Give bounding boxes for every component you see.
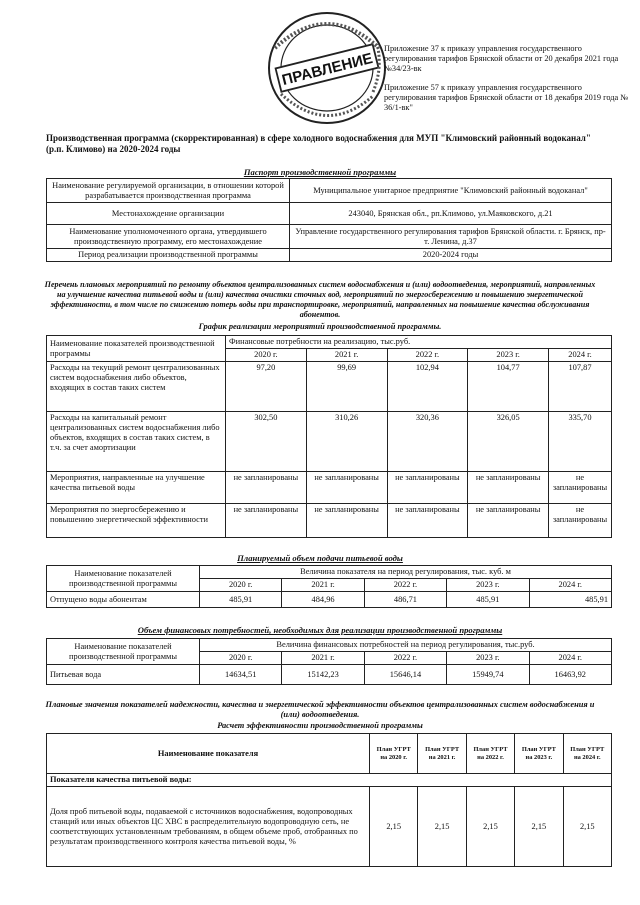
passport-value: Муниципальное унитарное предприятие "Климовский районный водоканал" bbox=[290, 179, 612, 203]
value-cell: не запланированы bbox=[387, 472, 468, 504]
year-header: 2023 г. bbox=[468, 349, 549, 362]
table-row bbox=[47, 472, 612, 504]
row-label: Питьевая вода bbox=[47, 665, 200, 685]
value-cell: 320,36 bbox=[387, 412, 468, 472]
value-cell: 485,91 bbox=[200, 592, 282, 608]
year-header: 2021 г. bbox=[282, 652, 364, 665]
table-row bbox=[47, 665, 612, 685]
group-header: Финансовые потребности на реализацию, тыс.руб. bbox=[226, 336, 612, 349]
official-stamp bbox=[255, 8, 395, 128]
year-header: План УГРТ на 2024 г. bbox=[563, 734, 611, 774]
value-cell: 302,50 bbox=[226, 412, 307, 472]
table-row bbox=[47, 774, 612, 787]
efficiency-table bbox=[46, 733, 612, 867]
passport-value: 2020-2024 годы bbox=[290, 249, 612, 262]
value-cell: 15646,14 bbox=[364, 665, 446, 685]
value-cell: 485,91 bbox=[529, 592, 612, 608]
value-cell: не запланированы bbox=[226, 504, 307, 538]
finance-heading: Объем финансовых потребностей, необходимых для реализации производственной программы bbox=[137, 625, 503, 635]
year-header: 2020 г. bbox=[200, 579, 282, 592]
value-cell: 484,96 bbox=[282, 592, 364, 608]
table-row bbox=[47, 249, 612, 262]
value-cell: не запланированы bbox=[226, 472, 307, 504]
value-cell: 102,94 bbox=[387, 362, 468, 412]
year-header: 2020 г. bbox=[226, 349, 307, 362]
column-header: Наименование показателя bbox=[47, 734, 370, 774]
table-row bbox=[47, 566, 612, 579]
year-header: 2024 г. bbox=[529, 579, 612, 592]
year-header: 2022 г. bbox=[387, 349, 468, 362]
passport-value: 243040, Брянская обл., рп.Климово, ул.Маяковского, д.21 bbox=[290, 203, 612, 225]
year-header: План УГРТ на 2022 г. bbox=[466, 734, 514, 774]
efficiency-heading: Плановые значения показателей надежности, качества и энергетической эффективности объектов централизованных систем водоснабжения и (или) водоотведения. bbox=[45, 700, 595, 719]
value-cell: 2,15 bbox=[515, 787, 563, 867]
value-cell: 15142,23 bbox=[282, 665, 364, 685]
year-header: 2021 г. bbox=[306, 349, 387, 362]
passport-label: Наименование уполномоченного органа, утвердившего производственную программу, его местонахождение bbox=[47, 225, 290, 249]
header-notes bbox=[384, 44, 629, 122]
header-note-1: Приложение 37 к приказу управления государственного регулирования тарифов Брянской области от 20 декабря 2021 года №34/23-вк bbox=[384, 44, 619, 73]
value-cell: 485,91 bbox=[447, 592, 529, 608]
table-row bbox=[47, 592, 612, 608]
value-cell: 107,87 bbox=[549, 362, 612, 412]
value-cell: 2,15 bbox=[370, 787, 418, 867]
year-header: 2022 г. bbox=[364, 652, 446, 665]
row-label: Мероприятия, направленные на улучшение качества питьевой воды bbox=[47, 472, 226, 504]
row-label: Отпущено воды абонентам bbox=[47, 592, 200, 608]
table-row bbox=[47, 734, 612, 774]
value-cell: не запланированы bbox=[306, 472, 387, 504]
year-header: 2021 г. bbox=[282, 579, 364, 592]
value-cell: 2,15 bbox=[563, 787, 611, 867]
table-row bbox=[47, 362, 612, 412]
table-row bbox=[47, 639, 612, 652]
year-header: План УГРТ на 2020 г. bbox=[370, 734, 418, 774]
measures-table bbox=[46, 335, 612, 538]
row-label: Доля проб питьевой воды, подаваемой с источников водоснабжения, водопроводных станций или иных объектов ЦС ХВС в распределительную водопроводную сеть, не соответствующих установленным требованиям, в общем объеме проб, отобранных по результатам производственного контроля качества питьевой воды, % bbox=[47, 787, 370, 867]
table-row bbox=[47, 225, 612, 249]
value-cell: не запланированы bbox=[387, 504, 468, 538]
table-row bbox=[47, 504, 612, 538]
passport-heading: Паспорт производственной программы bbox=[243, 167, 397, 177]
value-cell: 104,77 bbox=[468, 362, 549, 412]
year-header: 2023 г. bbox=[447, 579, 529, 592]
column-header: Наименование показателей производственной программы bbox=[47, 566, 200, 592]
year-header: План УГРТ на 2021 г. bbox=[418, 734, 466, 774]
value-cell: не запланированы bbox=[306, 504, 387, 538]
finance-table bbox=[46, 638, 612, 685]
value-cell: не запланированы bbox=[549, 504, 612, 538]
year-header: 2024 г. bbox=[549, 349, 612, 362]
efficiency-subheading: Расчет эффективности производственной программы bbox=[217, 721, 423, 730]
supply-table bbox=[46, 565, 612, 608]
table-row bbox=[47, 336, 612, 349]
value-cell: 2,15 bbox=[418, 787, 466, 867]
passport-label: Местонахождение организации bbox=[47, 203, 290, 225]
row-label: Расходы на капитальный ремонт централизованных систем водоснабжения либо объектов, входящих в состав таких систем, в т.ч. за счет амортизации bbox=[47, 412, 226, 472]
value-cell: не запланированы bbox=[549, 472, 612, 504]
value-cell: 15949,74 bbox=[447, 665, 529, 685]
year-header: 2024 г. bbox=[529, 652, 612, 665]
passport-value: Управление государственного регулирования тарифов Брянской области. г. Брянск, пр-т. Ленина, д.37 bbox=[290, 225, 612, 249]
year-header: 2023 г. bbox=[447, 652, 529, 665]
group-header: Величина показателя на период регулирования, тыс. куб. м bbox=[200, 566, 612, 579]
header-note-2: Приложение 57 к приказу управления государственного регулирования тарифов Брянской области от 18 декабря 2019 года № 36/1-вк" bbox=[384, 83, 629, 112]
column-header: Наименование показателей производственной программы bbox=[47, 336, 226, 362]
value-cell: не запланированы bbox=[468, 504, 549, 538]
value-cell: 2,15 bbox=[466, 787, 514, 867]
passport-label: Наименование регулируемой организации, в отношении которой разрабатывается производственная программа bbox=[47, 179, 290, 203]
column-header: Наименование показателей производственной программы bbox=[47, 639, 200, 665]
measures-subheading: График реализации мероприятий производственной программы. bbox=[198, 322, 442, 331]
passport-label: Период реализации производственной программы bbox=[47, 249, 290, 262]
section-label: Показатели качества питьевой воды: bbox=[47, 774, 612, 787]
year-header: План УГРТ на 2023 г. bbox=[515, 734, 563, 774]
measures-heading: Перечень плановых мероприятий по ремонту объектов централизованных систем водоснабжения и (или) водоотведения, мероприятий, направленных на улучшение качества питьевой воды и (или) качества очистки сточных вод, мероприятий по энергосбережению и повышению энергетической эффективности, в том числе по снижению потерь воды при транспортировке, мероприятий, направленных на повышение качества обслуживания абонентов. bbox=[44, 280, 596, 319]
value-cell: 486,71 bbox=[364, 592, 446, 608]
table-row bbox=[47, 179, 612, 203]
table-row bbox=[47, 412, 612, 472]
row-label: Расходы на текущий ремонт централизованных систем водоснабжения либо объектов, входящих в состав таких систем bbox=[47, 362, 226, 412]
passport-table bbox=[46, 178, 612, 262]
year-header: 2020 г. bbox=[200, 652, 282, 665]
document-title: Производственная программа (скорректированная) в сфере холодного водоснабжения для МУП "Климовский районный водоканал" (р.п. Климово) на 2020-2024 годы bbox=[46, 133, 591, 154]
value-cell: не запланированы bbox=[468, 472, 549, 504]
year-header: 2022 г. bbox=[364, 579, 446, 592]
value-cell: 14634,51 bbox=[200, 665, 282, 685]
value-cell: 16463,92 bbox=[529, 665, 612, 685]
supply-heading: Планируемый объем подачи питьевой воды bbox=[237, 553, 403, 563]
value-cell: 99,69 bbox=[306, 362, 387, 412]
svg-text:ПРАВЛЕНИЕ: ПРАВЛЕНИЕ bbox=[280, 49, 375, 89]
value-cell: 310,26 bbox=[306, 412, 387, 472]
table-row bbox=[47, 787, 612, 867]
value-cell: 97,20 bbox=[226, 362, 307, 412]
group-header: Величина финансовых потребностей на период регулирования, тыс.руб. bbox=[200, 639, 612, 652]
value-cell: 326,05 bbox=[468, 412, 549, 472]
value-cell: 335,70 bbox=[549, 412, 612, 472]
row-label: Мероприятия по энергосбережению и повышению энергетической эффективности bbox=[47, 504, 226, 538]
table-row bbox=[47, 203, 612, 225]
